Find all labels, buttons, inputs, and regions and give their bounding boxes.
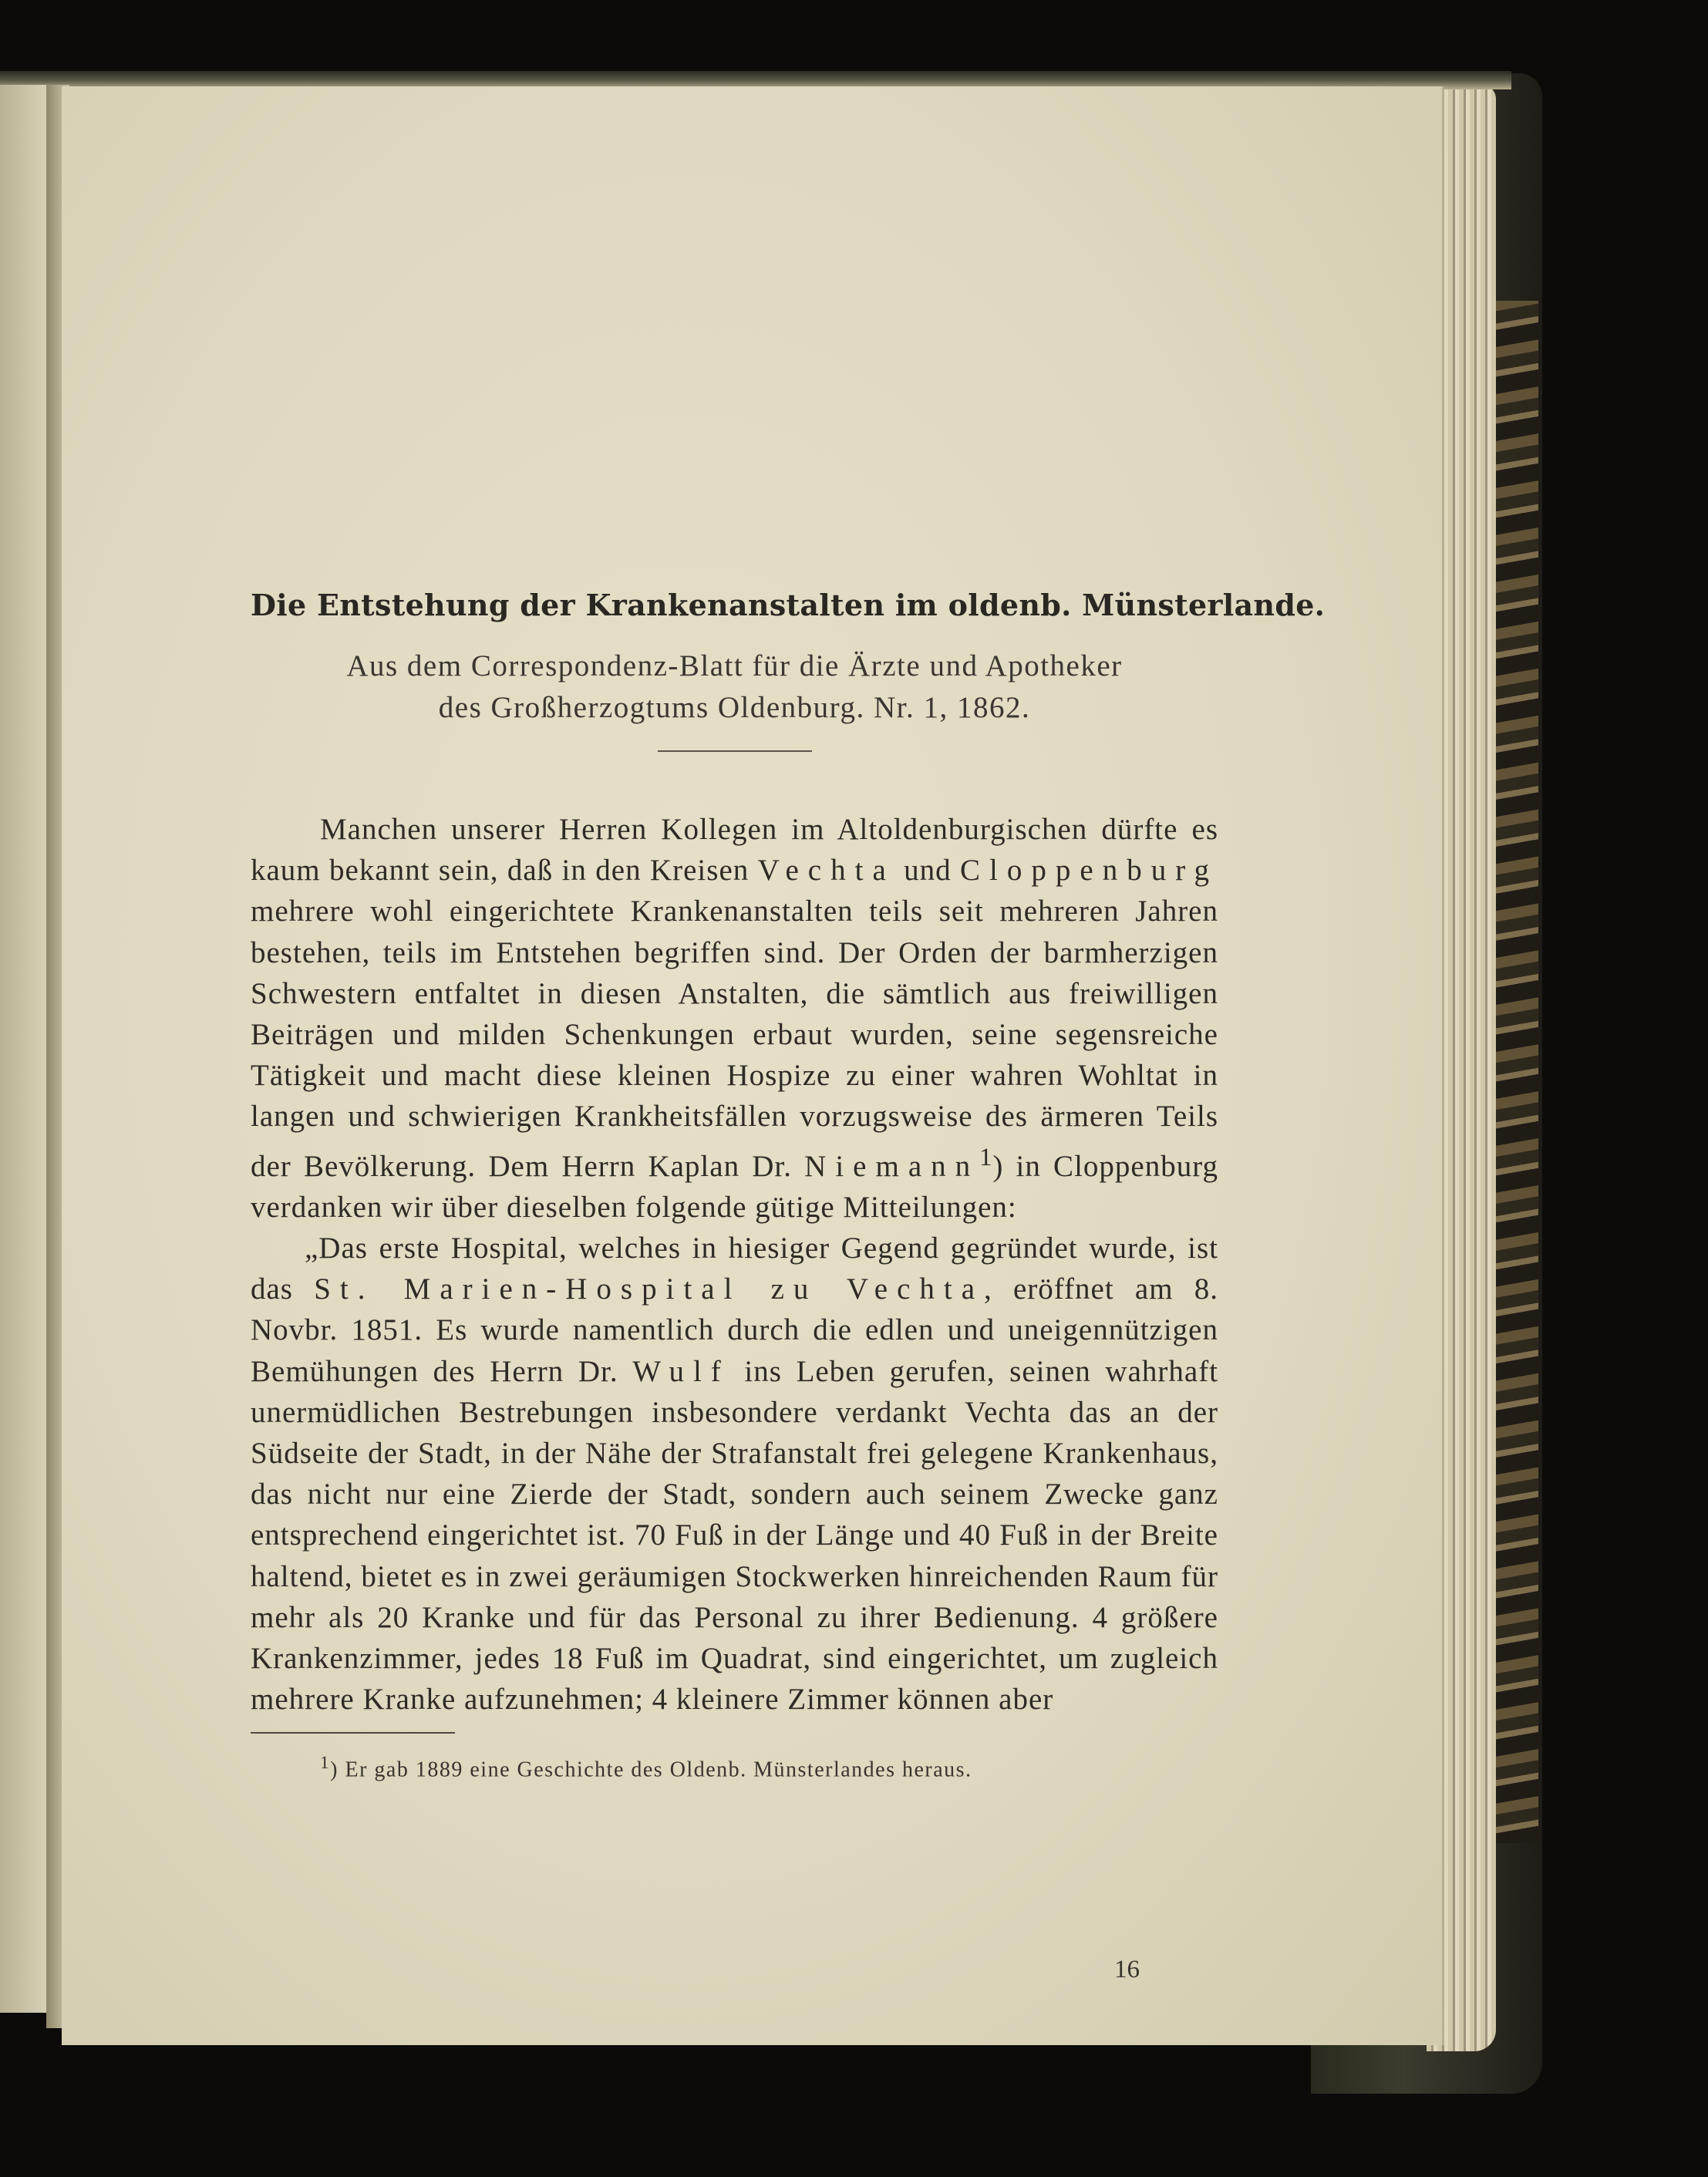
hospital-name: St. Marien-Hospital zu Vechta	[314, 1272, 985, 1306]
paragraph-1-text-a: Manchen unserer Herren Kollegen im Altoldenburgischen dürfte es kaum bekannt sein, daß in den Kreisen	[251, 813, 1218, 888]
source-citation	[251, 645, 1218, 729]
footnote-marker: 1	[979, 1143, 993, 1171]
title-divider	[658, 750, 812, 752]
book-page	[62, 86, 1444, 2045]
source-line-1: Aus dem Correspondenz-Blatt für die Ärzte und Apotheker	[346, 649, 1123, 682]
article-body	[251, 809, 1218, 1720]
paragraph-2-text-c: ins Leben gerufen, seinen wahrhaft unermüdlichen Bestrebungen insbesondere verdankt Vechta das an der Südseite der Stadt, in der Nähe der Strafanstalt frei gelegene Krankenhaus, das nicht nur eine Zierde der Stadt, sondern auch seinem Zwecke ganz entsprechend eingerichtet ist. 70 Fuß in der Länge und 40 Fuß in der Breite haltend, bietet es in zwei geräumigen Stockwerken hinreichenden Raum für mehr als 20 Kranke und für das Personal zu ihrer Bedienung. 4 größere Krankenzimmer, jedes 18 Fuß im Quadrat, sind eingerichtet, um zugleich mehrere Kranke aufzunehmen; 4 kleinere Zimmer können aber	[251, 1354, 1219, 1717]
paragraph-1-text-c: mehrere wohl eingerichtete Krankenanstalten teils seit mehreren Jahren bestehen, teils im Entstehen begriffen sind. Der Orden der barmherzigen Schwestern entfaltet in diesen Anstalten, die sämtlich aus freiwilligen Beiträgen und milden Schenkungen erbaut wurden, seine segensreiche Tätigkeit und macht diese kleinen Hospize zu einer wahren Wohltat in langen und schwierigen Krankheitsfällen vorzugsweise des ärmeren Teils der Bevölkerung. Dem Herrn Kaplan Dr.	[251, 895, 1218, 1183]
place-vechta: Vechta	[757, 854, 895, 888]
footnote: $^1$) Er gab 1889 eine Geschichte des Oldenb. Münsterlandes heraus.	[320, 1753, 972, 1782]
paragraph-2	[251, 1228, 1218, 1720]
article-title: Die Entstehung der Krankenanstalten im oldenb. Münsterlande.	[251, 588, 1326, 622]
page-number: 16	[1114, 1956, 1140, 1983]
person-wulf: Wulf	[632, 1354, 730, 1388]
place-cloppenburg: Cloppenburg	[960, 854, 1218, 888]
footnote-divider	[251, 1732, 455, 1734]
paragraph-2-text-a: „Das erste Hospital, welches in hiesiger Gegend gegründet wurde, ist das	[251, 1232, 1218, 1306]
page-content	[251, 588, 1326, 1786]
footnote-text: Er gab 1889 eine Geschichte des Oldenb. Münsterlandes heraus.	[345, 1757, 972, 1782]
marbled-cover-edge	[1492, 301, 1538, 1843]
paragraph-1-text-d: ) in Cloppenburg verdanken wir über dieselben folgende gütige Mitteilungen:	[251, 1149, 1218, 1224]
paragraph-1-text-b: und	[894, 854, 961, 888]
footnote-number: 1	[320, 1753, 331, 1774]
person-niemann: Niemann	[804, 1149, 980, 1183]
source-line-2: des Großherzogtums Oldenburg. Nr. 1, 1862.	[438, 691, 1031, 724]
paragraph-2-text-b: , eröffnet am 8. Novbr. 1851. Es wurde namentlich durch die edlen und uneigennützigen Bemühungen des Herrn Dr.	[251, 1272, 1218, 1388]
paragraph-1	[251, 809, 1218, 1228]
